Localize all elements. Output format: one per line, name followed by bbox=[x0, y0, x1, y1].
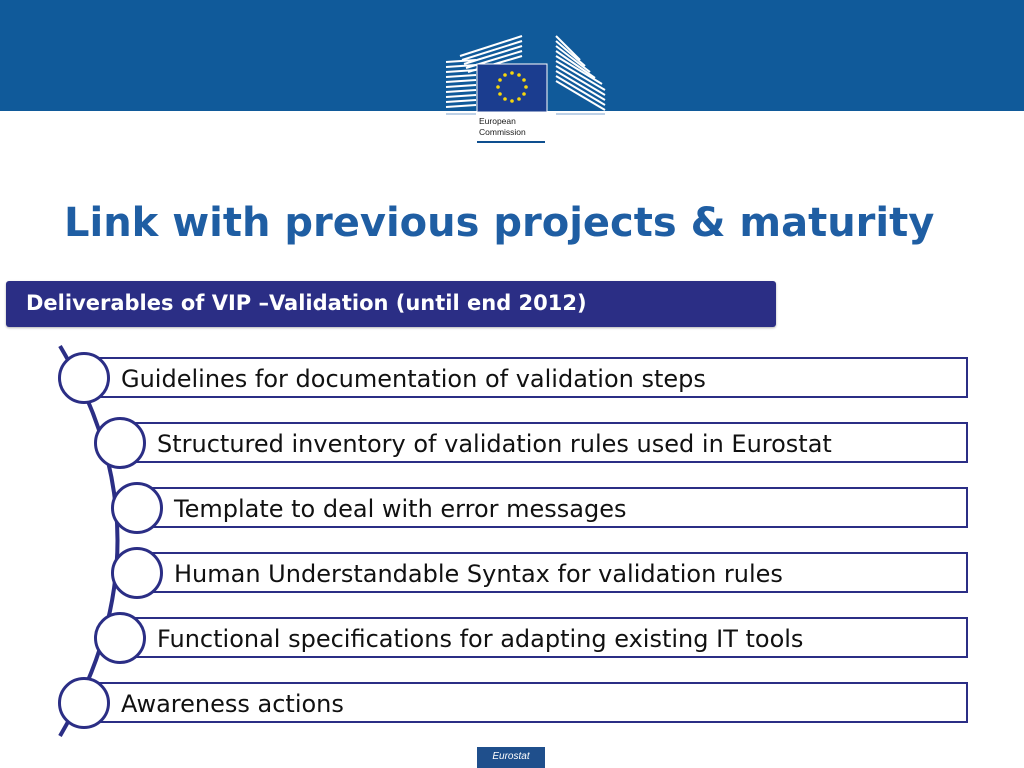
logo-line2: Commission bbox=[479, 127, 526, 137]
subtitle-text: Deliverables of VIP –Validation (until end 2012) bbox=[26, 291, 587, 315]
bullet-circle-icon bbox=[58, 352, 110, 404]
bullet-circle-icon bbox=[94, 612, 146, 664]
list-item-text: Awareness actions bbox=[121, 690, 344, 718]
list-item bbox=[139, 487, 968, 528]
list-item-text: Human Understandable Syntax for validation rules bbox=[174, 560, 783, 588]
bullet-circle-icon bbox=[94, 417, 146, 469]
footer-label: Eurostat bbox=[492, 751, 530, 762]
bullet-circle-icon bbox=[111, 547, 163, 599]
list-item bbox=[122, 617, 968, 658]
list-item-text: Structured inventory of validation rules used in Eurostat bbox=[157, 430, 832, 458]
list-item-text: Template to deal with error messages bbox=[174, 495, 627, 523]
list-item-text: Functional specifications for adapting existing IT tools bbox=[157, 625, 804, 653]
list-item bbox=[84, 357, 968, 398]
list-item bbox=[122, 422, 968, 463]
bullet-circle-icon bbox=[111, 482, 163, 534]
list-item bbox=[139, 552, 968, 593]
footer-badge bbox=[477, 747, 545, 768]
list-item-text: Guidelines for documentation of validation steps bbox=[121, 365, 706, 393]
slide-title: Link with previous projects & maturity bbox=[64, 200, 935, 246]
bullet-circle-icon bbox=[58, 677, 110, 729]
list-item bbox=[84, 682, 968, 723]
logo-line1: European bbox=[479, 116, 516, 126]
